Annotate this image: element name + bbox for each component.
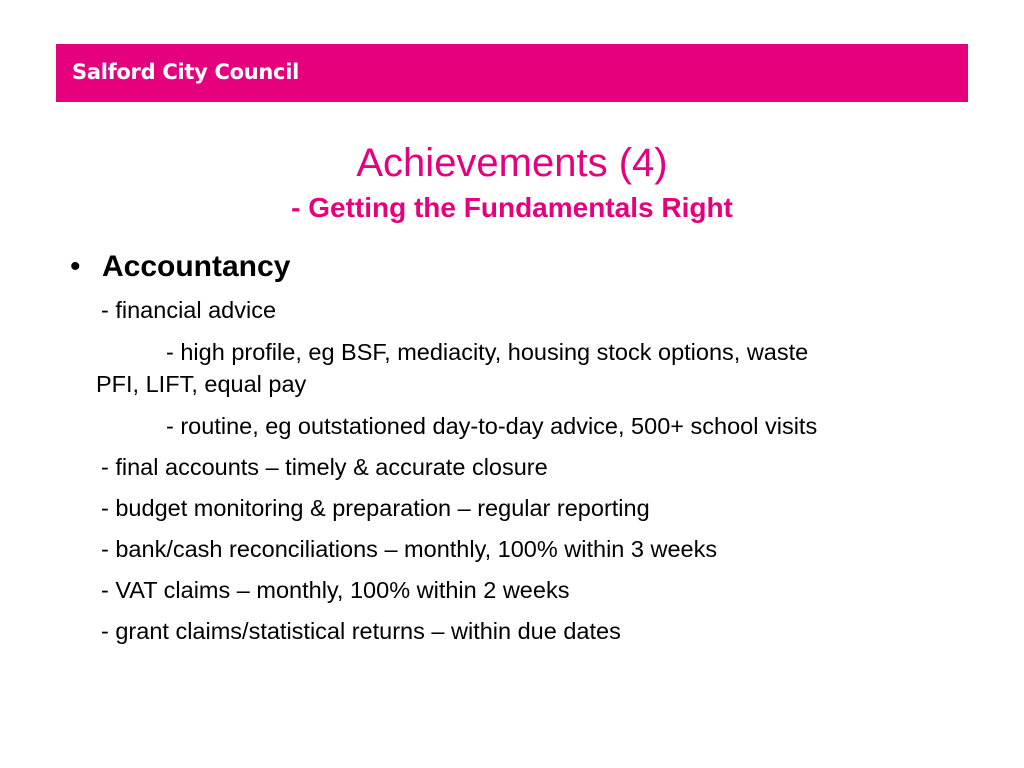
list-item-high-profile: - high profile, eg BSF, mediacity, housing stock options, waste: [166, 339, 809, 365]
list-item-financial-advice: - financial advice: [101, 297, 277, 323]
section-heading: Accountancy: [102, 250, 291, 283]
title-subtitle: - Getting the Fundamentals Right: [291, 192, 733, 223]
list-item-routine: - routine, eg outstationed day-to-day advice, 500+ school visits: [166, 413, 818, 439]
list-item-grant-claims: - grant claims/statistical returns – within due dates: [101, 618, 621, 644]
title-main: Achievements (4): [356, 141, 668, 185]
list-item-vat-claims: - VAT claims – monthly, 100% within 2 weeks: [101, 577, 570, 603]
list-item-bank-reconciliations: - bank/cash reconciliations – monthly, 100% within 3 weeks: [101, 536, 718, 562]
list-item-budget-monitoring: - budget monitoring & preparation – regular reporting: [101, 495, 650, 521]
bullet-icon: •: [70, 250, 81, 283]
list-item-high-profile-continued: PFI, LIFT, equal pay: [96, 371, 307, 397]
organisation-logo-text: Salford City Council: [72, 60, 299, 84]
list-item-final-accounts: - final accounts – timely & accurate closure: [101, 454, 548, 480]
